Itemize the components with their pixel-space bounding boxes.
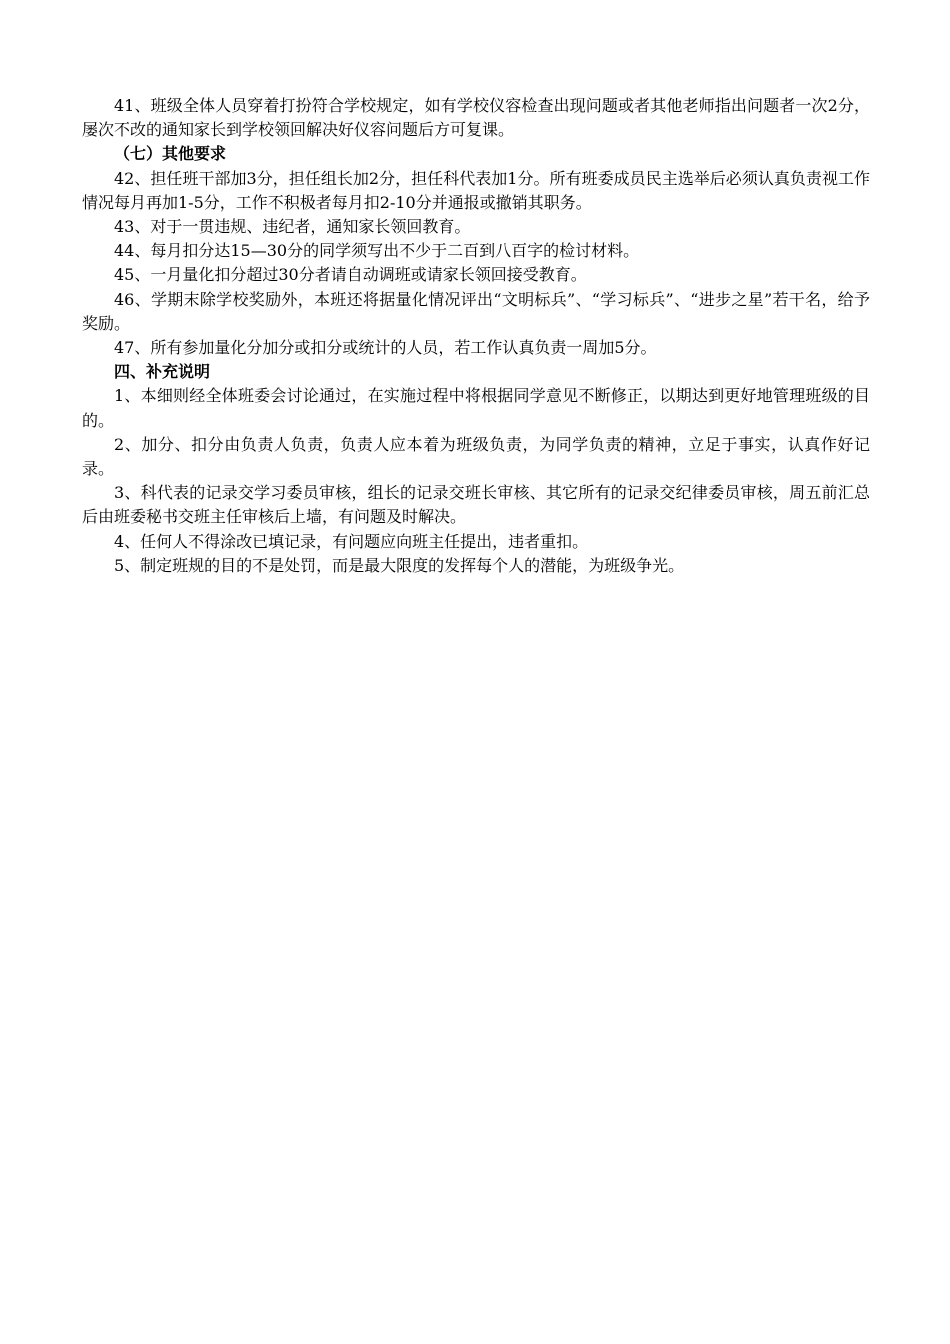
rule-42: 42、担任班干部加3分，担任组长加2分，担任科代表加1分。所有班委成员民主选举后必须认真负责视工作情况每月再加1-5分，工作不积极者每月扣2-10分并通报或撤销其职务。 [82,168,870,212]
rule-43: 43、对于一贯违规、违纪者，通知家长领回教育。 [114,217,471,237]
section-supplement-heading: 四、补充说明 [114,362,211,382]
section-other-requirements-heading: （七）其他要求 [114,144,227,164]
rule-47: 47、所有参加量化分加分或扣分或统计的人员，若工作认真负责一周加5分。 [114,338,657,358]
document-page [82,94,870,578]
rule-41: 41、班级全体人员穿着打扮符合学校规定，如有学校仪容检查出现问题或者其他老师指出问题者一次2分，屡次不改的通知家长到学校领回解决好仪容问题后方可复课。 [82,96,870,140]
rule-46: 46、学期末除学校奖励外，本班还将据量化情况评出“文明标兵”、“学习标兵”、“进步之星”若干名，给予奖励。 [82,289,870,333]
note-1: 1、本细则经全体班委会讨论通过，在实施过程中将根据同学意见不断修正，以期达到更好地管理班级的目的。 [82,386,870,430]
rule-45: 45、一月量化扣分超过30分者请自动调班或请家长领回接受教育。 [114,265,587,285]
note-3: 3、科代表的记录交学习委员审核，组长的记录交班长审核、其它所有的记录交纪律委员审核，周五前汇总后由班委秘书交班主任审核后上墙，有问题及时解决。 [82,483,870,527]
note-4: 4、任何人不得涂改已填记录，有问题应向班主任提出，违者重扣。 [114,531,589,551]
note-5: 5、制定班规的目的不是处罚，而是最大限度的发挥每个人的潜能，为班级争光。 [114,555,685,575]
rule-44: 44、每月扣分达15—30分的同学须写出不少于二百到八百字的检讨材料。 [114,241,640,261]
note-2: 2、加分、扣分由负责人负责，负责人应本着为班级负责，为同学负责的精神，立足于事实，认真作好记录。 [82,434,870,479]
